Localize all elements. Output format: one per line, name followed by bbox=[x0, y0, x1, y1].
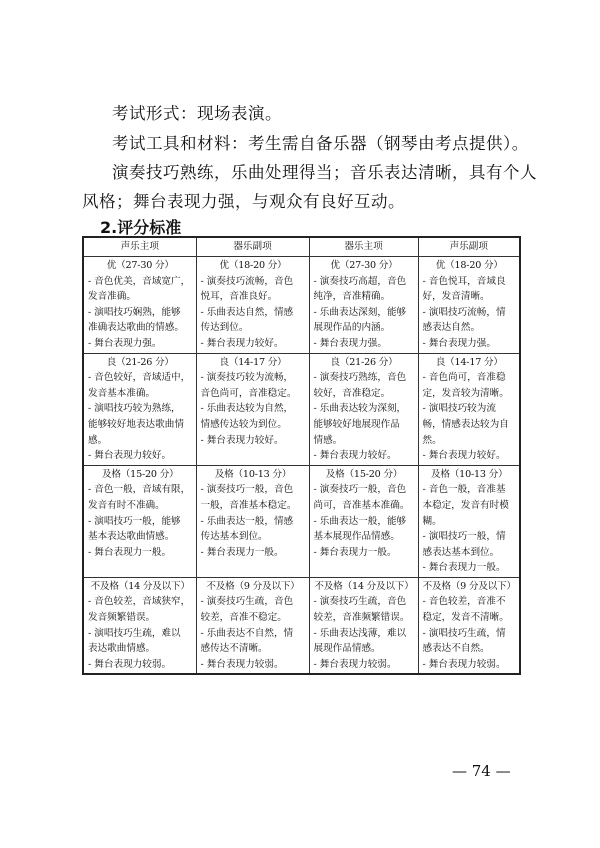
grade-label: 优（18-20 分） bbox=[435, 260, 503, 271]
criterion-line: - 舞台表现力较弱。 bbox=[88, 658, 172, 670]
header-instrument-minor: 器乐副项 bbox=[196, 237, 309, 257]
criterion-line: 纯净，音准精确。 bbox=[313, 291, 391, 303]
grade-label: 优（27-30 分） bbox=[106, 260, 174, 271]
table-header-row bbox=[83, 237, 520, 257]
table-cell bbox=[309, 465, 418, 577]
exam-form-paragraph: 考试形式：现场表演。 bbox=[112, 104, 282, 123]
criterion-line: - 舞台表现力一般。 bbox=[88, 546, 172, 558]
table-row-good bbox=[83, 353, 520, 465]
criterion-line: - 舞台表现力一般。 bbox=[313, 546, 397, 558]
criterion-line: 发音频繁错误。 bbox=[88, 612, 156, 624]
scoring-table-body bbox=[83, 257, 520, 675]
criterion-line: - 音色尚可，音准稳 bbox=[422, 372, 506, 384]
criterion-line: - 演唱技巧一般，情 bbox=[422, 531, 506, 543]
criterion-line: 较差，音准频繁错误。 bbox=[313, 612, 410, 624]
criterion-line: - 演奏技巧生疏，音色 bbox=[200, 596, 294, 608]
criterion-line: - 乐曲表达深刻，能够 bbox=[313, 306, 407, 318]
criterion-line: - 舞台表现力一般。 bbox=[422, 562, 506, 574]
criterion-line: - 乐曲表达不自然，情 bbox=[200, 627, 294, 639]
criterion-line: - 音色优美，音域宽广， bbox=[88, 275, 191, 287]
criterion-line: 较好，音准稳定。 bbox=[313, 387, 391, 399]
criterion-line: - 乐曲表达较为自然， bbox=[200, 403, 294, 415]
table-cell bbox=[418, 465, 520, 577]
grade-label: 良（21-26 分） bbox=[106, 356, 174, 368]
criterion-line: - 演唱技巧较为熟练， bbox=[88, 403, 181, 415]
criterion-line: - 演奏技巧一般，音色 bbox=[313, 484, 407, 496]
criterion-line: - 舞台表现力较好。 bbox=[88, 450, 172, 462]
grade-label: 不及格（9 分及以下） bbox=[422, 580, 516, 592]
exam-tools-paragraph: 考试工具和材料：考生需自备乐器（钢琴由考点提供）。 bbox=[112, 134, 529, 153]
criterion-line: 糊。 bbox=[422, 515, 442, 527]
criterion-line: 较差，音准不稳定。 bbox=[200, 612, 287, 624]
criterion-line: - 乐曲表达较为深刻， bbox=[313, 403, 407, 415]
criterion-line: 感表达自然。 bbox=[422, 322, 481, 334]
criterion-line: - 舞台表现力较好。 bbox=[313, 450, 397, 462]
table-cell bbox=[418, 353, 520, 465]
grade-label: 优（18-20 分） bbox=[219, 260, 287, 271]
table-cell bbox=[418, 577, 520, 674]
grade-label: 及格（10-13 分） bbox=[431, 468, 508, 480]
criterion-line: - 音色较差，音域狭窄， bbox=[88, 596, 191, 608]
criterion-line: - 演唱技巧较为流 bbox=[422, 403, 496, 415]
table-cell bbox=[418, 257, 520, 354]
requirements-paragraph-line2: 风格；舞台表现力强，与观众有良好互动。 bbox=[82, 192, 405, 211]
criterion-line: 然。 bbox=[422, 434, 442, 446]
table-row-fail bbox=[83, 577, 520, 674]
criterion-line: - 演唱技巧一般，能够 bbox=[88, 515, 181, 527]
criterion-line: 一般，音准基本稳定。 bbox=[200, 499, 297, 511]
criterion-line: 发音准确。 bbox=[88, 291, 136, 303]
header-vocal-major: 声乐主项 bbox=[83, 237, 196, 257]
criterion-line: 基本表达歌曲情感。 bbox=[88, 531, 175, 543]
criterion-line: - 音色较差，音准不 bbox=[422, 596, 506, 608]
grade-label: 不及格（14 分及以下） bbox=[90, 580, 190, 592]
criterion-line: 情感。 bbox=[313, 434, 343, 446]
criterion-line: - 舞台表现力较好。 bbox=[422, 450, 506, 462]
criterion-line: 发音有时不准确。 bbox=[88, 499, 165, 511]
criterion-line: - 演唱技巧娴熟，能够 bbox=[88, 306, 181, 318]
criterion-line: 展现作品情感。 bbox=[313, 643, 381, 655]
criterion-line: - 乐曲表达一般，能够 bbox=[313, 515, 407, 527]
table-cell bbox=[309, 257, 418, 354]
criterion-line: 悦耳，音准良好。 bbox=[200, 291, 278, 303]
grade-label: 及格（15-20 分） bbox=[325, 468, 403, 480]
criterion-line: - 舞台表现力较好。 bbox=[200, 434, 284, 446]
page-number: — 74 — bbox=[452, 762, 511, 780]
header-vocal-minor: 声乐副项 bbox=[418, 237, 520, 257]
criterion-line: - 乐曲表达自然，情感 bbox=[200, 306, 294, 318]
criterion-line: - 音色一般，音域有限， bbox=[88, 484, 191, 496]
grade-label: 良（14-17 分） bbox=[219, 356, 287, 368]
criterion-line: 本稳定，发音有时模 bbox=[422, 499, 509, 511]
header-instrument-major: 器乐主项 bbox=[309, 237, 418, 257]
table-row-pass bbox=[83, 465, 520, 577]
criterion-line: 畅，情感表达较为自 bbox=[422, 418, 509, 430]
criterion-line: 音色尚可，音准稳定。 bbox=[200, 387, 297, 399]
criterion-line: 能够较好地展现作品 bbox=[313, 418, 400, 430]
criterion-line: - 演奏技巧熟练，音色 bbox=[313, 372, 407, 384]
criterion-line: 好，发音清晰。 bbox=[422, 291, 490, 303]
criterion-line: - 乐曲表达一般，情感 bbox=[200, 515, 294, 527]
criterion-line: - 演唱技巧生疏，情 bbox=[422, 627, 506, 639]
criterion-line: - 音色一般，音准基 bbox=[422, 484, 506, 496]
criterion-line: - 舞台表现力较弱。 bbox=[422, 658, 506, 670]
criterion-line: 情感传达较为到位。 bbox=[200, 418, 287, 430]
grade-label: 不及格（9 分及以下） bbox=[206, 580, 300, 592]
criterion-line: - 音色悦耳，音域良 bbox=[422, 275, 506, 287]
grade-label: 及格（15-20 分） bbox=[102, 468, 179, 480]
scoring-standard-heading: 2.评分标准 bbox=[100, 218, 182, 237]
criterion-line: - 舞台表现力较弱。 bbox=[313, 658, 397, 670]
criterion-line: 尚可，音准基本准确。 bbox=[313, 499, 410, 511]
grade-label: 良（14-17 分） bbox=[435, 356, 503, 368]
criterion-line: - 舞台表现力较弱。 bbox=[200, 658, 284, 670]
criterion-line: - 演奏技巧高超，音色 bbox=[313, 275, 407, 287]
table-cell bbox=[83, 577, 196, 674]
criterion-line: 能够较好地表达歌曲情 bbox=[88, 418, 184, 430]
table-cell bbox=[196, 577, 309, 674]
criterion-line: 基本展现作品情感。 bbox=[313, 531, 400, 543]
criterion-line: 稳定，发音不清晰。 bbox=[422, 612, 509, 624]
table-cell bbox=[83, 353, 196, 465]
criterion-line: - 演唱技巧生疏，难以 bbox=[88, 627, 181, 639]
criterion-line: 定，发音较为清晰。 bbox=[422, 387, 509, 399]
grade-label: 良（21-26 分） bbox=[330, 356, 398, 368]
criterion-line: - 演奏技巧一般，音色 bbox=[200, 484, 294, 496]
criterion-line: - 舞台表现力一般。 bbox=[200, 546, 284, 558]
criterion-line: - 演奏技巧流畅，音色 bbox=[200, 275, 294, 287]
criterion-line: - 舞台表现力强。 bbox=[313, 337, 387, 349]
criterion-line: - 舞台表现力较好。 bbox=[200, 337, 284, 349]
criterion-line: 感。 bbox=[88, 434, 108, 446]
table-cell bbox=[309, 353, 418, 465]
grade-label: 及格（10-13 分） bbox=[214, 468, 292, 480]
table-row-excellent bbox=[83, 257, 520, 354]
table-cell bbox=[196, 465, 309, 577]
table-cell bbox=[196, 353, 309, 465]
criterion-line: - 演奏技巧生疏，音色 bbox=[313, 596, 407, 608]
requirements-paragraph-line1: 演奏技巧熟练，乐曲处理得当；音乐表达清晰，具有个人 bbox=[112, 163, 537, 182]
criterion-line: 准确表达歌曲的情感。 bbox=[88, 322, 184, 334]
criterion-line: - 舞台表现力强。 bbox=[88, 337, 162, 349]
criterion-line: 感传达不清晰。 bbox=[200, 643, 268, 655]
table-cell bbox=[196, 257, 309, 354]
criterion-line: 传达到位。 bbox=[200, 322, 249, 334]
criterion-line: 发音基本准确。 bbox=[88, 387, 156, 399]
table-cell bbox=[83, 257, 196, 354]
scoring-table bbox=[82, 236, 521, 675]
grade-label: 优（27-30 分） bbox=[330, 260, 398, 271]
criterion-line: 感表达不自然。 bbox=[422, 643, 490, 655]
grade-label: 不及格（14 分及以下） bbox=[314, 580, 414, 592]
criterion-line: 感表达基本到位。 bbox=[422, 546, 500, 558]
criterion-line: - 演唱技巧流畅，情 bbox=[422, 306, 506, 318]
criterion-line: - 演奏技巧较为流畅， bbox=[200, 372, 294, 384]
criterion-line: 展现作品的内涵。 bbox=[313, 322, 391, 334]
criterion-line: - 舞台表现力强。 bbox=[422, 337, 496, 349]
table-cell bbox=[309, 577, 418, 674]
criterion-line: - 乐曲表达浅薄，难以 bbox=[313, 627, 407, 639]
criterion-line: 传达基本到位。 bbox=[200, 531, 268, 543]
criterion-line: - 音色较好，音域适中， bbox=[88, 372, 191, 384]
table-cell bbox=[83, 465, 196, 577]
criterion-line: 表达歌曲情感。 bbox=[88, 643, 156, 655]
